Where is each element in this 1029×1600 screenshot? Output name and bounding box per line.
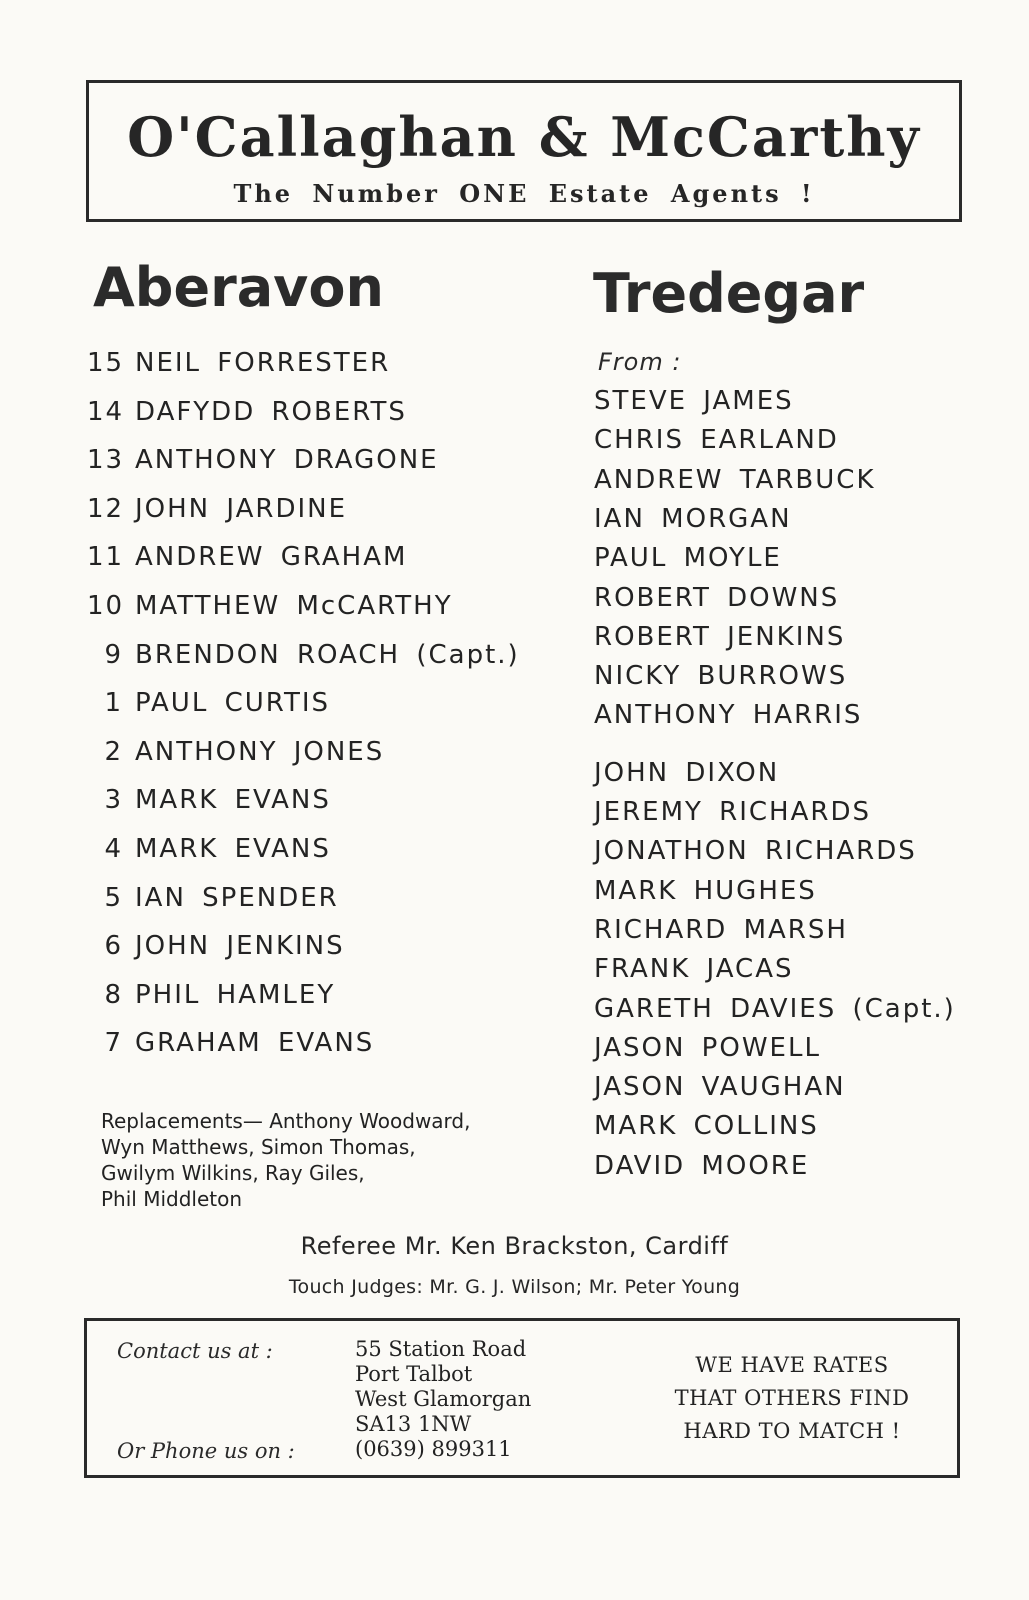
player-name: MARK EVANS (135, 785, 331, 816)
player-name: PAUL CURTIS (135, 688, 330, 719)
player-name: JOHN JENKINS (135, 931, 345, 962)
home-player-row (87, 397, 407, 427)
home-replacements (101, 1108, 541, 1212)
home-player-row (87, 785, 331, 815)
away-player-row: ANDREW TARBUCK (594, 464, 876, 495)
contact-label: Contact us at : (117, 1339, 273, 1363)
player-number: 6 (104, 931, 123, 962)
player-name: MATTHEW McCARTHY (135, 591, 453, 621)
address-line: West Glamorgan (355, 1387, 532, 1411)
player-number: 10 (87, 591, 125, 621)
player-name: IAN SPENDER (135, 882, 339, 913)
home-player-row (87, 883, 339, 913)
home-player-row (87, 980, 335, 1010)
home-player-row (87, 688, 330, 718)
home-team-name: Aberavon (93, 256, 384, 319)
away-player-row: IAN MORGAN (594, 503, 792, 534)
advert-firm-name: O'Callaghan & McCarthy (127, 105, 921, 169)
away-player-row: CHRIS EARLAND (594, 425, 839, 456)
player-number: 15 (87, 348, 125, 378)
away-player-row: RICHARD MARSH (594, 914, 848, 945)
away-player-row: JOHN DIXON (594, 757, 780, 788)
home-player-row (87, 348, 390, 378)
replacements-line: Phil Middleton (101, 1187, 243, 1211)
replacements-line: Wyn Matthews, Simon Thomas, (101, 1135, 416, 1159)
away-player-row: PAUL MOYLE (594, 543, 782, 574)
home-player-row (87, 834, 331, 864)
away-player-row: JASON VAUGHAN (594, 1072, 846, 1103)
home-player-row (87, 494, 347, 524)
player-number: 3 (104, 785, 123, 816)
away-player-row: FRANK JACAS (594, 954, 794, 985)
player-number: 5 (104, 882, 123, 913)
away-player-row: NICKY BURROWS (594, 661, 848, 692)
player-number: 14 (87, 396, 125, 427)
player-number: 12 (87, 493, 125, 524)
player-name: DAFYDD ROBERTS (135, 396, 407, 427)
away-player-row: STEVE JAMES (594, 386, 794, 416)
away-team-name: Tredegar (593, 262, 865, 325)
player-number: 1 (104, 688, 123, 719)
home-player-row (87, 445, 439, 475)
away-from-label: From : (598, 348, 682, 376)
player-name: MARK EVANS (135, 834, 331, 864)
contact-phone: (0639) 899311 (355, 1437, 512, 1461)
address-line: SA13 1NW (355, 1412, 472, 1436)
player-number: 2 (104, 736, 123, 767)
away-player-row: DAVID MOORE (594, 1150, 810, 1181)
home-player-row (87, 1028, 374, 1058)
player-name: PHIL HAMLEY (135, 979, 336, 1010)
advert-tagline: The Number ONE Estate Agents ! (233, 179, 815, 208)
home-player-row (87, 640, 520, 670)
away-player-row: MARK COLLINS (594, 1111, 819, 1142)
player-number: 9 (104, 639, 123, 670)
away-player-row: GARETH DAVIES (Capt.) (594, 993, 956, 1024)
home-player-row (87, 931, 345, 961)
home-player-row (87, 737, 384, 767)
player-name: BRENDON ROACH (Capt.) (135, 639, 520, 670)
player-number: 11 (87, 542, 125, 573)
away-player-row: ANTHONY HARRIS (594, 700, 863, 731)
player-number: 8 (104, 979, 123, 1010)
player-name: ANDREW GRAHAM (135, 542, 408, 573)
player-name: ANTHONY JONES (135, 736, 385, 767)
contact-address (355, 1337, 531, 1437)
touch-judges-line: Touch Judges: Mr. G. J. Wilson; Mr. Peter Young (288, 1276, 741, 1298)
away-player-row: ROBERT DOWNS (594, 582, 840, 613)
advert-slogan (647, 1349, 937, 1448)
player-name: JOHN JARDINE (135, 493, 348, 524)
player-name: GRAHAM EVANS (135, 1028, 375, 1059)
phone-label: Or Phone us on : (117, 1439, 295, 1463)
slogan-line: WE HAVE RATES (695, 1353, 889, 1377)
player-number: 7 (104, 1028, 123, 1059)
replacements-line: Replacements— Anthony Woodward, (101, 1109, 471, 1133)
away-player-row: ROBERT JENKINS (594, 621, 846, 652)
bottom-advert-box (84, 1318, 960, 1478)
slogan-line: THAT OTHERS FIND (674, 1386, 910, 1410)
away-player-row: JASON POWELL (594, 1032, 821, 1063)
home-player-row (87, 542, 407, 572)
replacements-line: Gwilym Wilkins, Ray Giles, (101, 1161, 365, 1185)
player-name: NEIL FORRESTER (135, 348, 391, 378)
home-player-row (87, 591, 453, 621)
referee-line: Referee Mr. Ken Brackston, Cardiff (300, 1232, 729, 1260)
away-player-row: MARK HUGHES (594, 875, 817, 906)
address-line: 55 Station Road (355, 1337, 527, 1361)
address-line: Port Talbot (355, 1362, 473, 1386)
player-number: 4 (104, 834, 123, 864)
away-player-row: JEREMY RICHARDS (594, 797, 871, 827)
player-name: ANTHONY DRAGONE (135, 445, 439, 476)
away-player-row: JONATHON RICHARDS (594, 836, 917, 867)
slogan-line: HARD TO MATCH ! (683, 1419, 901, 1443)
top-advert-box (86, 80, 962, 222)
player-number: 13 (87, 445, 125, 476)
